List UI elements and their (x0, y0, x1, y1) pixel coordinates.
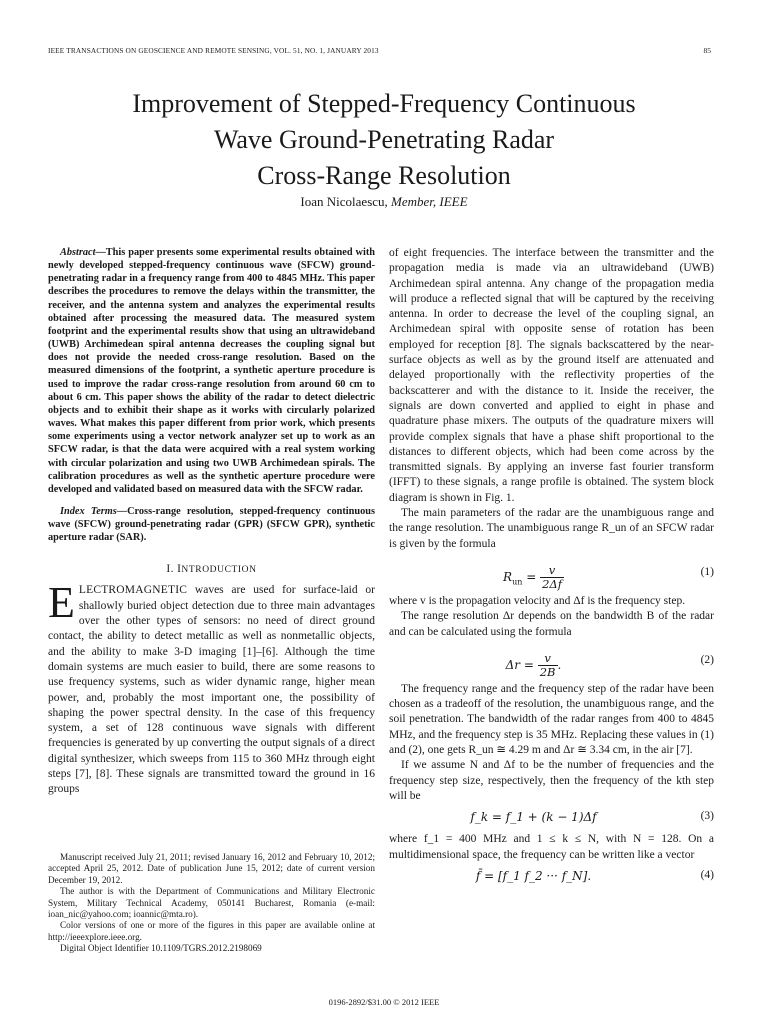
drop-cap: E (48, 578, 75, 628)
right-column (389, 246, 714, 891)
title-line-1: Improvement of Stepped-Frequency Continuous (132, 89, 636, 118)
intro-paragraph (48, 578, 375, 797)
abstract (48, 246, 375, 496)
title-line-3: Cross-Range Resolution (257, 161, 511, 190)
equation-1 (389, 556, 714, 590)
eq4-expression: f̄ = [f_1 f_2 ··· f_N]. (475, 868, 592, 883)
eq2-numerator: v (538, 652, 558, 666)
page-number: 85 (703, 46, 711, 55)
body-paragraph-7: where f_1 = 400 MHz and 1 ≤ k ≤ N, with N = 128. On a multidimensional space, the frequency can be written like a vector (389, 833, 714, 861)
body-paragraph-3: where v is the propagation velocity and Δf is the frequency step. (389, 594, 686, 607)
eq2-number: (2) (700, 653, 714, 666)
eq1-numerator: v (540, 564, 564, 578)
abstract-lead: Abstract (60, 247, 96, 258)
author-name: Ioan Nicolaescu, (300, 194, 388, 209)
index-terms (48, 505, 375, 544)
footnote-color: Color versions of one or more of the figures in this paper are available online at http://ieeexplore.ieee.org. (48, 920, 375, 942)
footnotes (48, 852, 375, 955)
index-terms-lead: Index Terms (60, 505, 117, 517)
body-paragraph-5: The frequency range and the frequency step of the radar have been chosen as a tradeoff of the resolution, the unambiguous range, and the soil penetration. The bandwidth of the radar ranges from 400 to 4845 MHz, and the frequency step is 35 MHz. Replacing these values in (1) and (2), one gets R_un ≅ 4.29 m and Δr ≅ 3.34 cm, in the air [7]. (389, 682, 714, 757)
eq1-fraction (540, 564, 564, 591)
eq2-lhs: Δr = (505, 657, 538, 672)
eq4-number: (4) (700, 868, 714, 881)
intro-caps: LECTROMAGNETIC (78, 584, 188, 597)
body-paragraph-2: The main parameters of the radar are the unambiguous range and the range resolution. The unambiguous range R_un of an SFCW radar is given by the formula (389, 507, 714, 550)
title-line-2: Wave Ground-Penetrating Radar (213, 125, 555, 154)
author-line (60, 194, 708, 210)
eq2-denominator: 2B (539, 664, 556, 679)
eq1-equals: = (522, 569, 541, 584)
section-numeral: I. I (166, 563, 182, 576)
equation-2 (389, 644, 714, 678)
eq3-expression: f_k = f_1 + (k − 1)Δf (470, 810, 597, 825)
footnote-author: The author is with the Department of Communications and Military Electronic System, Military Technical Academy, 050141 Bucharest, Romania (e-mail: ioan_nic@yahoo.com; ioannic@mta.ro). (48, 886, 375, 920)
abstract-text: —This paper presents some experimental results obtained with newly developed stepped-frequency continuous wave (SFCW) ground-penetrating radar in a frequency range from 400 to 4845 MHz. This paper describes the procedures to remove the delays within the transmitter, the receiver, and the antenna system and analyzes the experimental results obtained after processing the measured data. The measured system footprint and the experimental results show that using an ultrawideband (UWB) Archimedean spiral antenna decreases the coupling signal but does not provide the needed cross-range resolution. Based on the measured dimensions of the footprint, a synthetic aperture procedure is used to improve the radar cross-range resolution from around 60 cm to about 6 cm. This paper shows the ability of the radar to detect dielectric objects and to exhibit their shape as it works with circularly polarized waves. What makes this paper different from prior work, which presents some experiments using a vector network analyzer set up to work as an SFCW radar, is that the data were acquired with a real system working with circular polarization and using two UWB Archimedean spirals. The calibration procedures as well as the synthetic aperture procedure were developed and validated based on measured data with the SFCW radar. (48, 247, 375, 495)
author-membership: Member, IEEE (391, 194, 468, 209)
journal-header: IEEE TRANSACTIONS ON GEOSCIENCE AND REMOTE SENSING, VOL. 51, NO. 1, JANUARY 2013 (48, 46, 379, 55)
index-terms-text: —Cross-range resolution, stepped-frequency continuous wave (SFCW) ground-penetrating radar (GPR) (SFCW GPR), synthetic aperture radar (SAR). (48, 505, 375, 544)
eq3-number: (3) (700, 810, 714, 823)
section-title: NTRODUCTION (181, 565, 257, 576)
eq1-lhs: R (503, 569, 513, 584)
eq1-sub: un (512, 577, 523, 587)
paper-title (60, 86, 708, 194)
eq1-denominator: 2Δf (542, 576, 562, 591)
equation-3 (389, 808, 714, 828)
left-column (48, 246, 375, 798)
eq1-number: (1) (700, 565, 714, 578)
section-heading (48, 563, 375, 575)
body-paragraph-4: The range resolution Δr depends on the bandwidth B of the radar and can be calculated using the formula (389, 610, 714, 638)
intro-text: waves are used for surface-laid or shallowly buried object detection due to three main advantages over the other types of sensors: no need of direct ground contact, the ability to detect metallic as well as nonmetallic objects, and the ability to make 3-D imaging [1]–[6]. Although the time domain systems are much easier to build, there are some reasons to use frequency systems, such as wider dynamic range, higher mean power, and, probably the most important one, the possibility of shaping the power spectral density. In the case of this frequency system, a set of 128 continuous wave signals with different frequencies is generated by up converting the output signals of a direct digital synthesizer, which sweeps from 115 to 360 MHz through eight steps [7], [8]. These signals are transmitted toward the ground in 16 groups (48, 584, 375, 796)
equation-4 (389, 867, 714, 887)
footnote-manuscript: Manuscript received July 21, 2011; revised January 16, 2012 and February 10, 2012; accepted April 25, 2012. Date of publication June 15, 2012; date of current version December 19, 2012. (48, 852, 375, 885)
copyright-footer: 0196-2892/$31.00 © 2012 IEEE (328, 997, 440, 1007)
eq2-fraction (538, 652, 558, 679)
body-paragraph-6: If we assume N and Δf to be the number of frequencies and the frequency step size, respectively, then the frequency of the kth step will be (389, 759, 714, 802)
body-paragraph-1: of eight frequencies. The interface between the transmitter and the propagation media is made via an ultrawideband (UWB) Archimedean spiral antenna. Any change of the propagation media will produce a reflected signal that will be captured by the receiving antenna. In order to decrease the level of the coupling signal, an Archimedean spiral with opposite sense of rotation has been employed for reception [8]. The signals backscattered by the near-surface objects as well as by the ground itself are attenuated and delayed proportionally with the reflectivity properties of the backscatterer and with the distance to it. Inside the receiver, the signals are down converted and applied to eight in phase and quadrature phase mixers. The outputs of the quadrature mixers will provide complex signals that have a phase shift proportional to the distances to different objects, which had been come across by the transmitted signals. By applying an inverse fast fourier transform (IFFT) to these signals, a range profile is obtained. The system block diagram is shown in Fig. 1. (389, 247, 714, 504)
footnote-doi: Digital Object Identifier 10.1109/TGRS.2012.2198069 (60, 943, 262, 954)
eq2-period: . (557, 657, 562, 672)
